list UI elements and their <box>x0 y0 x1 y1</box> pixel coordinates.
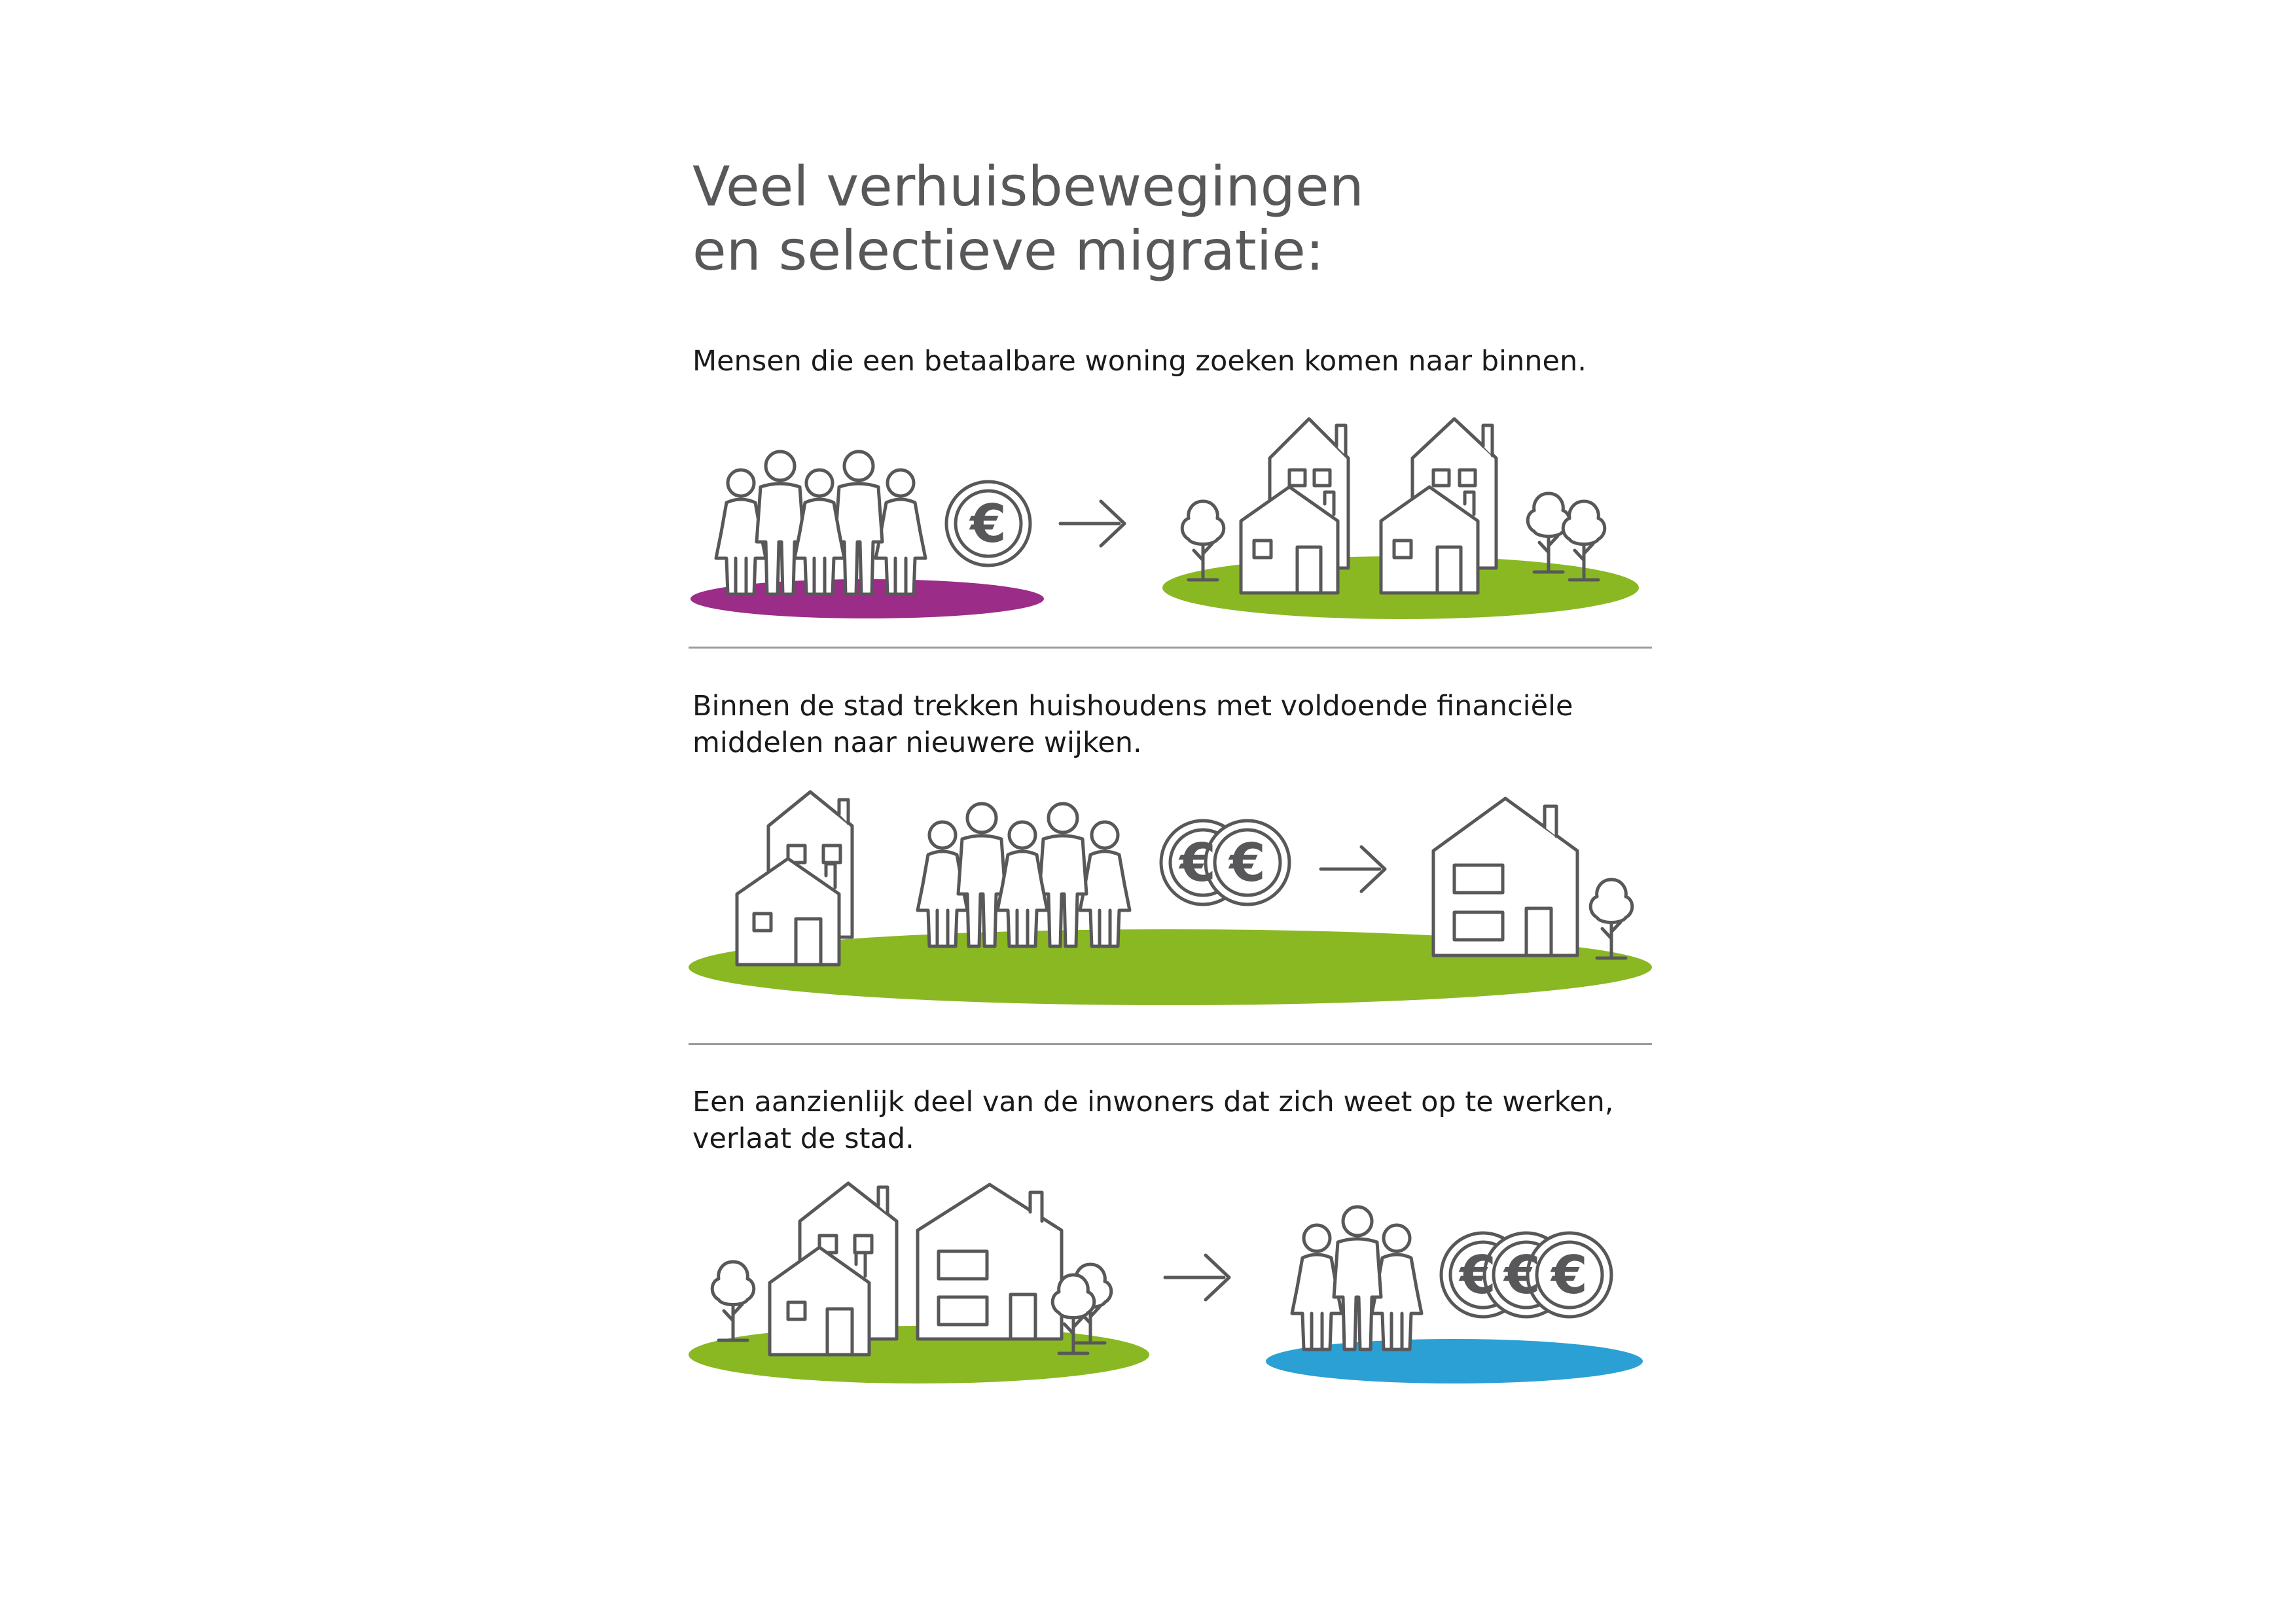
section-1-line-1: Mensen die een betaalbare woning zoeken komen naar binnen. <box>692 345 1587 378</box>
tree-icon <box>1590 880 1632 958</box>
euro-symbol: € <box>970 493 1007 554</box>
arrow-right-icon <box>1060 501 1124 546</box>
people-group-icon <box>918 804 1130 946</box>
title-line-2: en selectieve migratie: <box>692 219 1325 283</box>
title-line-1: Veel verhuisbewegingen <box>692 154 1364 219</box>
euro-symbol: € <box>1551 1245 1588 1306</box>
euro-symbol: € <box>1179 832 1216 893</box>
euro-symbol: € <box>1504 1245 1541 1306</box>
house-icon <box>1433 798 1577 955</box>
people-group-icon <box>1292 1207 1422 1349</box>
euro-symbol: € <box>1460 1245 1496 1306</box>
section-3-line-1: Een aanzienlijk deel van de inwoners dat zich weet op te werken, <box>692 1086 1614 1118</box>
houses-icon <box>737 792 852 965</box>
arrow-right-icon <box>1321 847 1385 891</box>
people-group-icon <box>716 452 925 594</box>
euro-symbol: € <box>1229 832 1266 893</box>
section-2-line-1: Binnen de stad trekken huishoudens met voldoende financiële <box>692 690 1573 722</box>
arrow-right-icon <box>1165 1255 1229 1300</box>
section-2-line-2: middelen naar nieuwere wijken. <box>692 726 1142 759</box>
section-3-line-2: verlaat de stad. <box>692 1122 914 1155</box>
